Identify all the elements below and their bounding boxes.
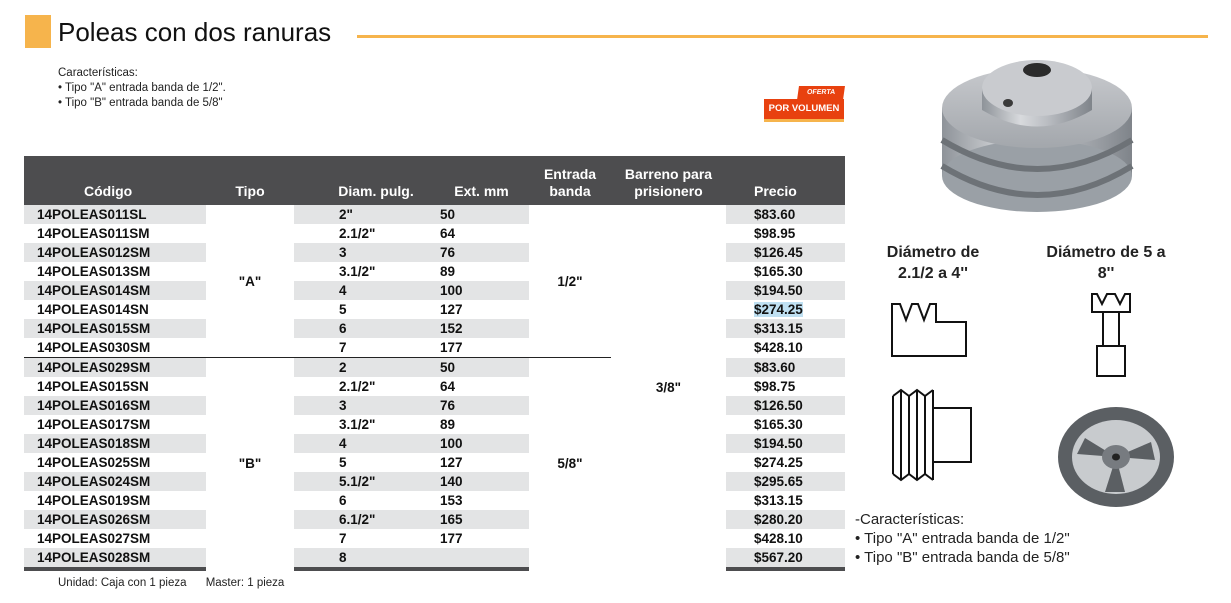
cell-price: $165.30 xyxy=(754,264,803,279)
cell-price: $274.25 xyxy=(754,455,803,470)
cell-diam: 6 xyxy=(294,319,434,338)
cell-price: $313.15 xyxy=(726,319,845,338)
page-title: Poleas con dos ranuras xyxy=(58,17,332,47)
cell-ext: 165 xyxy=(434,510,529,529)
small-diameter-label: Diámetro de 2.1/2 a 4'' xyxy=(886,244,980,282)
title-accent-square xyxy=(25,15,51,48)
cell-diam: 3.1/2" xyxy=(339,264,376,279)
cell-ext: 64 xyxy=(440,226,456,241)
price-table xyxy=(24,156,845,571)
small-pulley-section-icon xyxy=(888,298,970,360)
badge-offer-label: OFERTA xyxy=(797,86,845,100)
cell-code: 14POLEAS019SM xyxy=(37,493,151,508)
cell-diam: 5.1/2" xyxy=(294,472,434,491)
cell-code: 14POLEAS018SM xyxy=(24,434,206,453)
cell-price: $280.20 xyxy=(726,510,845,529)
features-block xyxy=(58,66,226,111)
cell-diam: 7 xyxy=(339,340,347,355)
cell-diam: 2" xyxy=(294,205,434,224)
cell-ext: 177 xyxy=(440,531,463,546)
cell-code: 14POLEAS014SM xyxy=(24,281,206,300)
large-diameter-label: Diámetro de 5 a 8'' xyxy=(1046,244,1166,282)
cell-code: 14POLEAS029SM xyxy=(24,358,206,378)
master-note: Master: 1 pieza xyxy=(205,577,285,589)
column-header-code: Código xyxy=(24,156,206,205)
cell-ext: 140 xyxy=(434,472,529,491)
large-pulley-front-icon xyxy=(1055,404,1177,510)
cell-code: 14POLEAS016SM xyxy=(24,396,206,415)
column-header-barreno: Barreno para prisionero xyxy=(611,156,726,205)
cell-price: $83.60 xyxy=(726,358,845,378)
feature-item: • Tipo "B" entrada banda de 5/8" xyxy=(58,97,223,109)
cell-code: 14POLEAS011SM xyxy=(37,226,150,241)
badge-volume-label: POR VOLUMEN xyxy=(764,99,844,122)
cell-price: $165.30 xyxy=(754,417,803,432)
column-header-ext: Ext. mm xyxy=(434,156,529,205)
unit-note: Unidad: Caja con 1 pieza xyxy=(58,577,187,589)
cell-diam: 5 xyxy=(339,302,347,317)
column-header-type: Tipo xyxy=(206,156,294,205)
cell-ext: 127 xyxy=(440,302,463,317)
small-pulley-side-icon xyxy=(885,386,977,484)
cell-diam: 6.1/2" xyxy=(294,510,434,529)
cell-diam: 7 xyxy=(339,531,347,546)
cell-code: 14POLEAS015SM xyxy=(24,319,206,338)
right-feature-item: • Tipo "B" entrada banda de 5/8" xyxy=(855,549,1070,566)
cell-code: 14POLEAS015SN xyxy=(37,379,149,394)
cell-ext: 127 xyxy=(440,455,463,470)
column-header-price: Precio xyxy=(726,156,845,205)
cell-ext: 89 xyxy=(440,264,456,279)
cell-entrada-group: 1/2" xyxy=(529,205,611,358)
cell-price: $98.95 xyxy=(754,226,796,241)
cell-code: 14POLEAS030SM xyxy=(37,340,151,355)
cell-diam: 5 xyxy=(339,455,347,470)
cell-diam: 3.1/2" xyxy=(339,417,376,432)
cell-price: $98.75 xyxy=(754,379,796,394)
cell-ext: 153 xyxy=(440,493,463,508)
cell-price: $428.10 xyxy=(754,340,803,356)
cell-code: 14POLEAS028SM xyxy=(24,548,206,569)
cell-ext: 152 xyxy=(434,319,529,338)
cell-ext: 76 xyxy=(434,396,529,415)
cell-code: 14POLEAS025SM xyxy=(37,455,151,470)
cell-price: $295.65 xyxy=(726,472,845,491)
cell-diam: 3 xyxy=(294,396,434,415)
cell-type-group: "B" xyxy=(206,358,294,570)
cell-entrada-group: 5/8" xyxy=(529,358,611,570)
cell-price: $313.15 xyxy=(754,493,803,508)
cell-code: 14POLEAS011SL xyxy=(24,205,206,224)
right-features-heading: -Características: xyxy=(855,511,965,528)
cell-diam: 6 xyxy=(339,493,347,508)
cell-code: 14POLEAS013SM xyxy=(37,264,151,279)
cell-price: $126.50 xyxy=(726,396,845,415)
cell-diam: 3 xyxy=(294,243,434,262)
cell-diam: 2 xyxy=(294,358,434,378)
table-row xyxy=(24,205,845,224)
cell-price: $428.10 xyxy=(754,531,803,546)
cell-price: $126.45 xyxy=(726,243,845,262)
cell-price: $194.50 xyxy=(726,281,845,300)
selected-price-text: $274.25 xyxy=(754,302,803,317)
cell-ext: 89 xyxy=(440,417,456,432)
cell-code: 14POLEAS024SM xyxy=(24,472,206,491)
cell-ext: 76 xyxy=(434,243,529,262)
cell-type-group: "A" xyxy=(206,205,294,358)
cell-ext xyxy=(434,548,529,569)
cell-code: 14POLEAS017SM xyxy=(37,417,151,432)
feature-item: • Tipo "A" entrada banda de 1/2". xyxy=(58,82,226,94)
large-pulley-section-icon xyxy=(1086,290,1136,380)
title-rule xyxy=(357,35,1208,38)
packaging-note xyxy=(58,577,284,589)
cell-barreno: 3/8" xyxy=(611,205,726,569)
cell-ext: 50 xyxy=(434,205,529,224)
cell-diam: 4 xyxy=(294,281,434,300)
cell-code: 14POLEAS027SM xyxy=(37,531,151,546)
pulley-product-photo xyxy=(930,48,1145,224)
cell-diam: 2.1/2" xyxy=(339,379,376,394)
cell-code: 14POLEAS014SN xyxy=(37,302,149,317)
volume-offer-badge xyxy=(764,86,844,124)
column-header-entrada: Entrada banda xyxy=(529,156,611,205)
cell-diam: 8 xyxy=(294,548,434,569)
cell-ext: 177 xyxy=(440,340,463,355)
cell-code: 14POLEAS012SM xyxy=(24,243,206,262)
right-features-block xyxy=(855,510,1070,567)
features-heading: Características: xyxy=(58,67,138,79)
cell-price: $83.60 xyxy=(726,205,845,224)
cell-diam: 4 xyxy=(294,434,434,453)
cell-price-selected xyxy=(726,300,845,319)
cell-ext: 64 xyxy=(440,379,456,394)
table-header-row xyxy=(24,156,845,205)
cell-diam: 2.1/2" xyxy=(339,226,376,241)
column-header-diam: Diam. pulg. xyxy=(294,156,434,205)
cell-price: $567.20 xyxy=(726,548,845,569)
cell-ext: 50 xyxy=(434,358,529,378)
cell-price: $194.50 xyxy=(726,434,845,453)
cell-code: 14POLEAS026SM xyxy=(24,510,206,529)
cell-ext: 100 xyxy=(434,281,529,300)
right-feature-item: • Tipo "A" entrada banda de 1/2" xyxy=(855,530,1070,547)
cell-ext: 100 xyxy=(434,434,529,453)
